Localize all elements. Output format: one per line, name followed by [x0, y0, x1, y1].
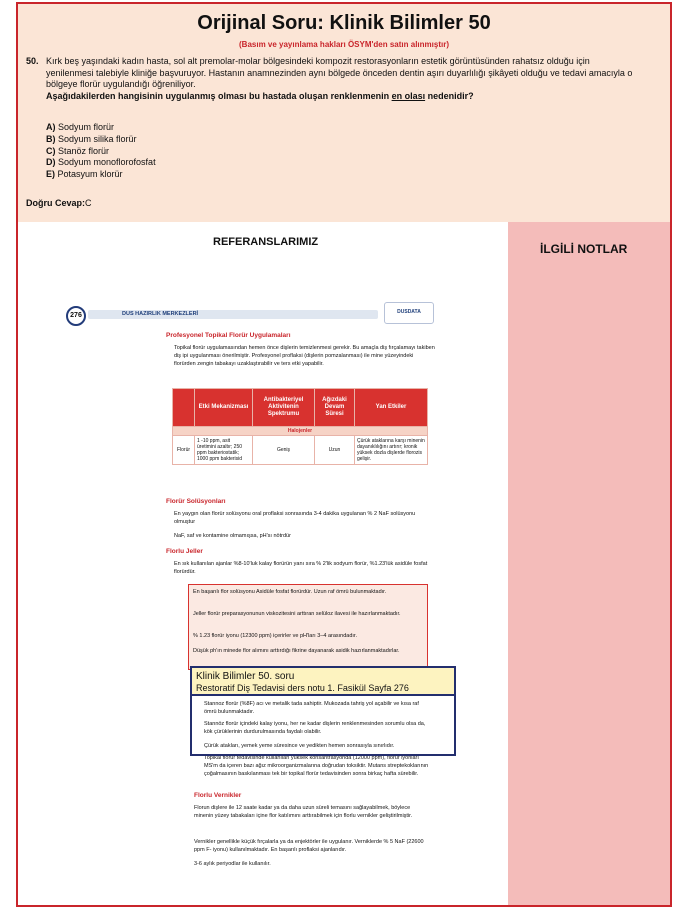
option-text: Sodyum silika florür	[58, 133, 137, 144]
paragraph: Topikal florür uygulamasından hemen önce dişlerin temizlenmesi gerekir. Bu amaçla diş fırçalamayı takiben diş ipi uygulanması önerilmiştir. Profesyonel proflaksi (dişlerin pomzalanması) ile mine yüzeyindeki florürden zengin tabakayı uzaklaştırabilir ve ters etki yapabilir.	[174, 345, 435, 367]
question-number: 50.	[26, 56, 39, 66]
option-e	[46, 169, 156, 181]
box-text: % 1.23 florür iyonu (12300 ppm) içerirler ve pH'ları 3–4 arasındadır.	[193, 633, 357, 639]
correct-answer	[26, 198, 92, 208]
book-header-title: DUS HAZIRLIK MERKEZLERİ	[122, 311, 199, 317]
table-header: Yan Etkiler	[355, 389, 428, 427]
table-cell: 1 -10 ppm, asit üretimini azaltır; 250 ppm bakteriostatik; 1000 ppm bakterisid	[195, 436, 253, 465]
paragraph: Stannoz florür (%8F) acı ve metalik tada sahiptir. Mukozada tahriş yol açabilir ve kısa raf ömrü bulunmaktadır.	[204, 701, 419, 715]
table-header: Antibakteriyel Aktivitenin Spektrumu	[253, 389, 315, 427]
source-label	[190, 666, 456, 696]
page-title: Orijinal Soru: Klinik Bilimler 50	[197, 12, 491, 34]
paragraph: Topikal florür tedavisinde kullanılan yüksek konsantrasyonda (12000 ppm), florür iyonları MS'm da içeren bazı ağız mikroorganizmalarına doğrudan toksiktir. Mutans streptekoklarının çoğalmasının baskılanması tek bir topikal florür tedavisinden sonra birkaç hafta sürebilir.	[204, 755, 429, 777]
highlight-box	[188, 584, 428, 670]
table-cell: Florür	[173, 436, 195, 465]
table-header	[173, 389, 195, 427]
box-text: Jeller florür preparasyonunun viskozitesini arttıran selüloz ilavesi ile hazırlanmaktadır.	[193, 611, 401, 617]
book-page-number: 276	[66, 306, 86, 326]
box-text: Düşük ph'ın minede flor alımını arttırdığı fikrine dayanarak asidik hazırlanmaktadırlar.	[193, 648, 400, 654]
section-heading: Florlu Vernikler	[194, 792, 242, 799]
paragraph: Vernikler genellikle küçük fırçalarla ya da enjektörler ile uygulanır. Verniklerde % 5 NaF (22600 ppm F- iyonu) kullanılmaktadır. En başarılı proflaksi ajanlarıdır.	[194, 839, 424, 853]
option-d	[46, 157, 156, 169]
option-text: Potasyum klorür	[57, 169, 123, 180]
table-cell: Geniş	[253, 436, 315, 465]
source-label-title: Klinik Bilimler 50. soru	[196, 671, 295, 682]
section-heading: Florlu Jeller	[166, 548, 203, 555]
option-letter: B)	[46, 133, 56, 144]
table-cell: Çürük ataklarına karşı minenin dayanıklılığını artırır; kronik yüksek dozla dişlerde florozis gelişir.	[355, 436, 428, 465]
table-header-row	[173, 389, 428, 427]
paragraph: 3-6 aylık periyodlar ile kullanılır.	[194, 861, 271, 867]
option-c	[46, 146, 156, 158]
notes-panel	[508, 222, 670, 907]
question-prompt-end: nedenidir?	[425, 91, 474, 101]
paragraph: En yaygın olan florür solüsyonu oral proflaksi sonrasında 3-4 dakika uygulanan % 2 NaF solüsyonu olmuştur	[174, 511, 416, 525]
table-header: Ağızdaki Devam Süresi	[315, 389, 355, 427]
dusdata-logo: DUSDATA	[384, 302, 434, 324]
paragraph: NaF, saf ve kontamine olmamışsa, pH'sı nötrdür	[174, 533, 291, 539]
question-stem: Kırk beş yaşındaki kadın hasta, sol alt premolar-molar bölgesindeki kompozit restorasyonların estetik görüntüsünden rahatsız olduğu için yenilenmesi talebiyle kliniğe başvuruyor. Hastanın anamnezinden aynı bölgede önceden dentin aşırı duyarlılığı şikâyeti olduğu ve tedavi amacıyla o bölgeye florür uygulandığı öğreniliyor.	[46, 56, 633, 89]
paragraph: Stannöz florür içindeki kalay iyonu, her ne kadar dişlerin renklenmesinden sorumlu olsa da, kök çürüklerinin durdurulmasında faydalı olabilir.	[204, 721, 426, 735]
table-row	[173, 436, 428, 465]
reference-book-page	[44, 276, 492, 906]
paragraph: En sık kullanılan ajanlar %8-10'luk kalay florürün yanı sıra % 2'lik sodyum florür, %1.23'lük asidüle fosfat florürdür.	[174, 561, 428, 575]
section-heading: Florür Solüsyonları	[166, 498, 226, 505]
question-panel	[18, 4, 670, 222]
table-group-label: Halojenler	[173, 427, 428, 436]
option-letter: E)	[46, 169, 55, 180]
table-header: Etki Mekanizması	[195, 389, 253, 427]
option-a	[46, 122, 156, 134]
question-prompt-start: Aşağıdakilerden hangisinin uygulanmış olması bu hastada oluşan renklenmenin	[46, 91, 392, 101]
question-prompt	[46, 91, 636, 103]
document-frame	[16, 2, 672, 907]
option-text: Stanöz florür	[58, 145, 110, 156]
option-letter: D)	[46, 157, 56, 168]
option-b	[46, 134, 156, 146]
option-text: Sodyum florür	[58, 122, 115, 132]
notes-heading: İLGİLİ NOTLAR	[540, 242, 628, 256]
correct-answer-label: Doğru Cevap:	[26, 198, 86, 208]
correct-answer-value: C	[85, 198, 92, 208]
book-header-band	[88, 310, 378, 319]
source-label-reference: Restoratif Diş Tedavisi ders notu 1. Fasikül Sayfa 276	[196, 683, 409, 693]
answer-options	[46, 122, 156, 181]
copyright-note: (Basım ve yayınlama hakları ÖSYM'den satın alınmıştır)	[239, 40, 449, 49]
table-group-row	[173, 427, 428, 436]
references-heading: REFERANSLARIMIZ	[213, 236, 319, 248]
paragraph: Çürük atakları, yemek yeme süresince ve yedikten hemen sonrasıyla sınırlıdır.	[204, 743, 395, 749]
option-letter: A)	[46, 122, 56, 132]
box-text: En başarılı flor solüsyonu Asidüle fosfat florürdür. Uzun raf ömrü bulunmaktadır.	[193, 589, 387, 595]
paragraph: Florun dişlere ile 12 saate kadar ya da daha uzun süreli temasını sağlayabilmek, böylece minenin yüzey tabakaları içine flor katılımını arttırabilmek için florlu vernikler geliştirilmiştir.	[194, 805, 413, 819]
table-cell: Uzun	[315, 436, 355, 465]
section-heading: Profesyonel Topikal Florür Uygulamaları	[166, 332, 291, 339]
option-letter: C)	[46, 145, 56, 156]
option-text: Sodyum monoflorofosfat	[58, 157, 156, 168]
question-prompt-emphasis: en olası	[391, 91, 426, 101]
antibacterial-table	[172, 388, 428, 465]
